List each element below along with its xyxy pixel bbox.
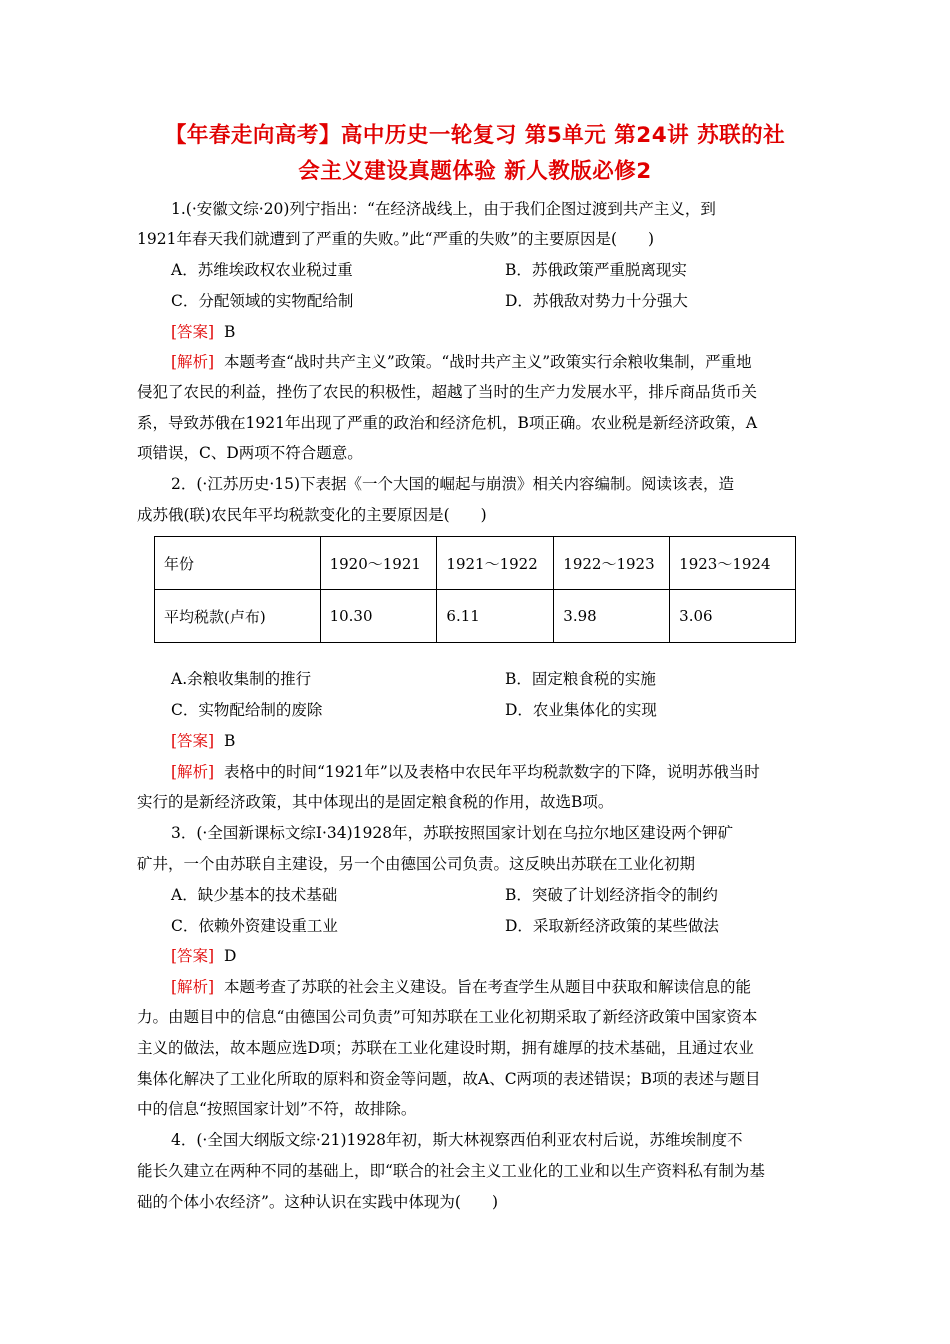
q1-option-a: A．苏维埃政权农业税过重 — [171, 261, 353, 279]
answer-label: [答案] — [171, 323, 215, 341]
q2-option-a: A.余粮收集制的推行 — [171, 670, 312, 688]
table-cell: 1922～1923 — [554, 537, 670, 590]
answer-label: [答案] — [171, 947, 215, 965]
q3-stem-line-2: 矿井，一个由苏联自主建设，另一个由德国公司负责。这反映出苏联在工业化初期 — [137, 855, 696, 873]
q4-stem-line-2: 能长久建立在两种不同的基础上，即“联合的社会主义工业化的工业和以生产资料私有制为基 — [137, 1162, 765, 1180]
table-cell: 1921～1922 — [437, 537, 554, 590]
q3-stem-line-1: 3．(·全国新课标文综Ⅰ·34)1928年，苏联按照国家计划在乌拉尔地区建设两个钾矿 — [171, 824, 734, 842]
q2-option-d: D．农业集体化的实现 — [505, 701, 657, 719]
analysis-label: [解析] — [171, 353, 215, 371]
q1-analysis-line-4: 项错误，C、D两项不符合题意。 — [137, 444, 363, 462]
table-cell: 1923～1924 — [670, 537, 796, 590]
table-cell: 平均税款(卢布) — [155, 590, 321, 643]
table-cell: 1920～1921 — [320, 537, 437, 590]
q1-analysis-line-1: [解析] 本题考查“战时共产主义”政策。“战时共产主义”政策实行余粮收集制，严重地 — [171, 353, 752, 371]
analysis-label: [解析] — [171, 763, 215, 781]
table-cell: 3.98 — [554, 590, 670, 643]
q2-answer-value: B — [223, 732, 236, 750]
q3-analysis-line-1: [解析] 本题考查了苏联的社会主义建设。旨在考查学生从题目中获取和解读信息的能 — [171, 978, 751, 996]
table-cell: 3.06 — [670, 590, 796, 643]
answer-label: [答案] — [171, 732, 215, 750]
q3-option-b: B．突破了计划经济指令的制约 — [505, 886, 718, 904]
table-row — [155, 590, 796, 643]
tax-table — [154, 536, 796, 643]
q2-analysis-line-2: 实行的是新经济政策，其中体现出的是固定粮食税的作用，故选B项。 — [137, 793, 614, 811]
q3-option-c: C．依赖外资建设重工业 — [171, 917, 338, 935]
q3-option-a: A．缺少基本的技术基础 — [171, 886, 338, 904]
document-title — [120, 118, 830, 190]
q1-option-b: B．苏俄政策严重脱离现实 — [505, 261, 687, 279]
q4-stem-line-1: 4．(·全国大纲版文综·21)1928年初，斯大林视察西伯利亚农村后说，苏维埃制度不 — [171, 1131, 743, 1149]
q3-answer-value: D — [223, 947, 237, 965]
table-cell: 年份 — [155, 537, 321, 590]
q1-analysis-line-3: 系，导致苏俄在1921年出现了严重的政治和经济危机，B项正确。农业税是新经济政策，A — [137, 414, 758, 432]
analysis-label: [解析] — [171, 978, 215, 996]
q2-option-b: B．固定粮食税的实施 — [505, 670, 656, 688]
q1-stem-line-1: 1.(·安徽文综·20)列宁指出：“在经济战线上，由于我们企图过渡到共产主义，到 — [171, 200, 716, 218]
q1-stem-line-2: 1921年春天我们就遭到了严重的失败。”此“严重的失败”的主要原因是( ) — [137, 230, 655, 248]
title-line-2: 会主义建设真题体验 新人教版必修2 — [298, 159, 652, 184]
q3-answer — [171, 944, 236, 968]
q2-stem-line-2: 成苏俄(联)农民年平均税款变化的主要原因是( ) — [137, 506, 487, 524]
q2-option-c: C．实物配给制的废除 — [171, 701, 323, 719]
q2-stem-line-1: 2．(·江苏历史·15)下表据《一个大国的崛起与崩溃》相关内容编制。阅读该表，造 — [171, 475, 735, 493]
q1-option-d: D．苏俄敌对势力十分强大 — [505, 292, 688, 310]
table-cell: 10.30 — [320, 590, 437, 643]
q3-analysis-line-2: 力。由题目中的信息“由德国公司负责”可知苏联在工业化初期采取了新经济政策中国家资本 — [137, 1008, 758, 1026]
q2-analysis-line-1: [解析] 表格中的时间“1921年”以及表格中农民年平均税款数字的下降，说明苏俄当时 — [171, 763, 760, 781]
title-line-1: 【年春走向高考】高中历史一轮复习 第5单元 第24讲 苏联的社 — [164, 123, 786, 148]
q1-option-c: C．分配领域的实物配给制 — [171, 292, 354, 310]
q4-stem-line-3: 础的个体小农经济”。这种认识在实践中体现为( ) — [137, 1193, 499, 1211]
q2-answer — [171, 729, 235, 753]
q1-answer-value: B — [223, 323, 236, 341]
q3-analysis-line-4: 集体化解决了工业化所取的原料和资金等问题，故A、C两项的表述错误；B项的表述与题目 — [137, 1070, 761, 1088]
q1-analysis-line-2: 侵犯了农民的利益，挫伤了农民的积极性，超越了当时的生产力发展水平，排斥商品货币关 — [137, 383, 758, 401]
q1-answer — [171, 320, 235, 344]
q3-analysis-line-5: 中的信息“按照国家计划”不符，故排除。 — [137, 1100, 417, 1118]
table-cell: 6.11 — [437, 590, 554, 643]
q3-option-d: D．采取新经济政策的某些做法 — [505, 917, 719, 935]
table-header-row — [155, 537, 796, 590]
q3-analysis-line-3: 主义的做法，故本题应选D项；苏联在工业化建设时期，拥有雄厚的技术基础，且通过农业 — [137, 1039, 754, 1057]
